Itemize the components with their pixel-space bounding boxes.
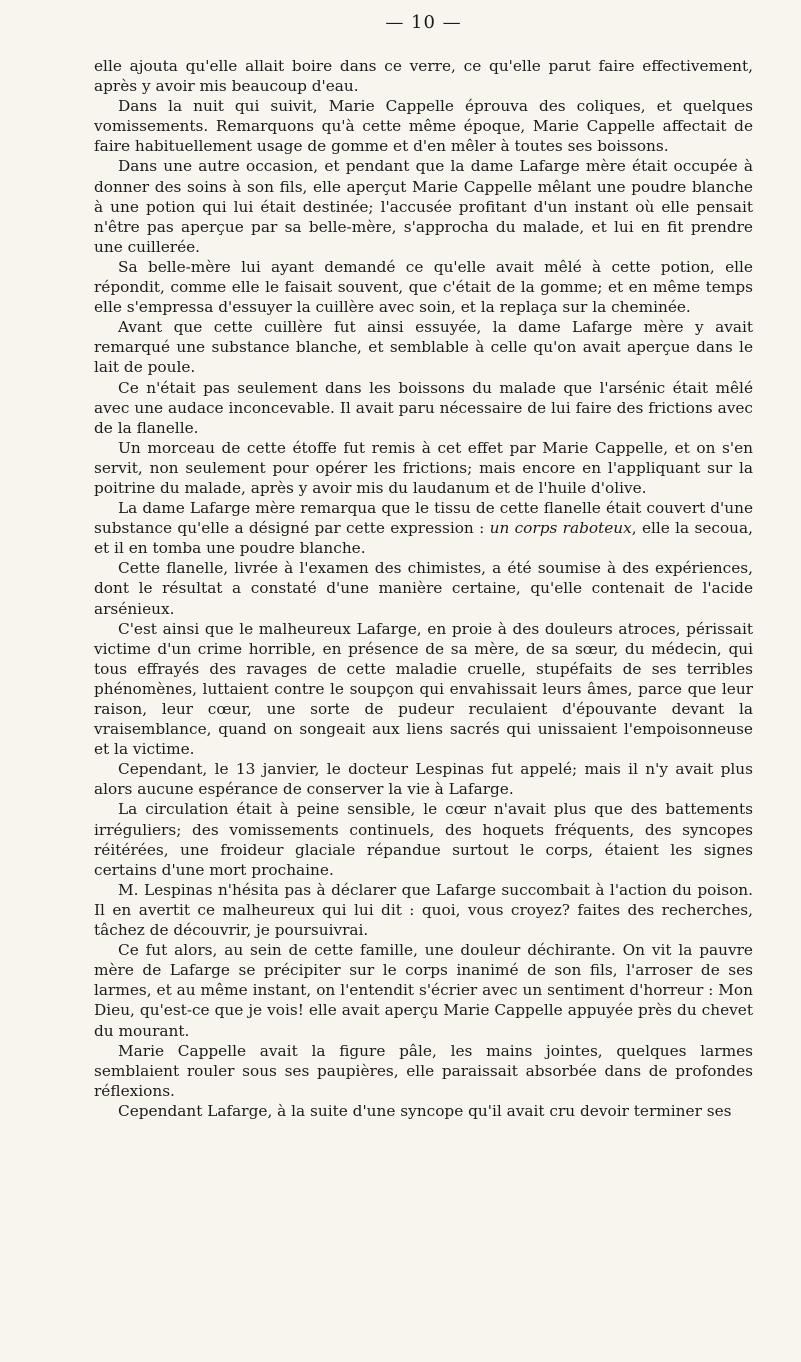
paragraph-7: Un morceau de cette étoffe fut remis à cet effet par Marie Cappelle, et on s'en servit, non seulement pour opérer les frictions; mais encore en l'appliquant sur la poitrine du malade, après y avoir mis du laudanum et de l'huile d'olive. bbox=[94, 438, 753, 497]
paragraph-9: Cette flanelle, livrée à l'examen des chimistes, a été soumise à des expériences, dont le résultat a constaté d'une manière certaine, qu'elle contenait de l'acide arsénieux. bbox=[94, 559, 753, 618]
page-body bbox=[94, 56, 753, 1121]
paragraph-6: Ce n'était pas seulement dans les boissons du malade que l'arsénic était mêlé avec une audace inconcevable. Il avait paru nécessaire de lui faire des frictions avec de la flanelle. bbox=[94, 378, 753, 437]
paragraph-2: Dans la nuit qui suivit, Marie Cappelle éprouva des coliques, et quelques vomissements. Remarquons qu'à cette même époque, Marie Cappelle affectait de faire habituellement usage de gomme et d'en mêler à toutes ses boissons. bbox=[94, 97, 753, 156]
paragraph-4: Sa belle-mère lui ayant demandé ce qu'elle avait mêlé à cette potion, elle répondit, comme elle le faisait souvent, que c'était de la gomme; et en même temps elle s'empressa d'essuyer la cuillère avec soin, et la replaça sur la cheminée. bbox=[94, 257, 753, 317]
paragraph-16: Cependant Lafarge, à la suite d'une syncope qu'il avait cru devoir terminer ses bbox=[118, 1101, 732, 1120]
paragraph-5: Avant que cette cuillère fut ainsi essuyée, la dame Lafarge mère y avait remarqué une substance blanche, et semblable à celle qu'on avait aperçue dans le lait de poule. bbox=[94, 318, 753, 377]
paragraph-8-tail: , elle la secoua, et il en tomba une poudre blanche. bbox=[94, 519, 753, 558]
page-number: — 10 — bbox=[385, 12, 462, 33]
italic-quote: un corps raboteux bbox=[489, 519, 632, 538]
paragraph-8 bbox=[94, 498, 753, 558]
paragraph-3: Dans une autre occasion, et pendant que la dame Lafarge mère était occupée à donner des soins à son fils, elle aperçut Marie Cappelle mêlant une poudre blanche à une potion qui lui était destinée; l'accusée profitant d'un instant où elle pensait n'être pas aperçue par sa belle-mère, s'approcha du malade, et lui en fit prendre une cuillerée. bbox=[94, 157, 753, 256]
paragraph-11: Cependant, le 13 janvier, le docteur Lespinas fut appelé; mais il n'y avait plus alors aucune espérance de conserver la vie à Lafarge. bbox=[94, 760, 753, 799]
paragraph-15: Marie Cappelle avait la figure pâle, les mains jointes, quelques larmes semblaient rouler sous ses paupières, elle paraissait absorbée dans de profondes réflexions. bbox=[94, 1041, 753, 1100]
paragraph-12: La circulation était à peine sensible, le cœur n'avait plus que des battements irréguliers; des vomissements continuels, des hoquets fréquents, des syncopes réitérées, une froideur glaciale répandue surtout le corps, étaient les signes certains d'une mort prochaine. bbox=[94, 800, 753, 879]
paragraph-10: C'est ainsi que le malheureux Lafarge, en proie à des douleurs atroces, périssait victime d'un crime horrible, en présence de sa mère, de sa sœur, du médecin, qui tous effrayés des ravages de cette maladie cruelle, stupéfaits de ses terribles phénomènes, luttaient contre le soupçon qui envahissait leurs âmes, parce que leur raison, leur cœur, une sorte de pudeur reculaient d'épouvante devant la vraisemblance, quand on songeait aux liens sacrés qui unissaient l'empoisonneuse et la victime. bbox=[94, 619, 753, 759]
paragraph-1: elle ajouta qu'elle allait boire dans ce verre, ce qu'elle parut faire effectivement, après y avoir mis beaucoup d'eau. bbox=[94, 57, 753, 96]
paragraph-13: M. Lespinas n'hésita pas à déclarer que Lafarge succombait à l'action du poison. Il en avertit ce malheureux qui lui dit : quoi, vous croyez? faites des recherches, tâchez de découvrir, je poursuivrai. bbox=[94, 880, 753, 940]
paragraph-8-lead: La dame Lafarge mère remarqua que le tissu de cette flanelle était couvert d'une substance qu'elle a désigné par cette expression : bbox=[94, 499, 753, 538]
paragraph-14: Ce fut alors, au sein de cette famille, une douleur déchirante. On vit la pauvre mère de Lafarge se précipiter sur le corps inanimé de son fils, l'arroser de ses larmes, et au même instant, on l'entendit s'écrier avec un sentiment d'horreur : Mon Dieu, qu'est-ce que je vois! elle avait aperçu Marie Cappelle appuyée près du chevet du mourant. bbox=[94, 941, 753, 1040]
